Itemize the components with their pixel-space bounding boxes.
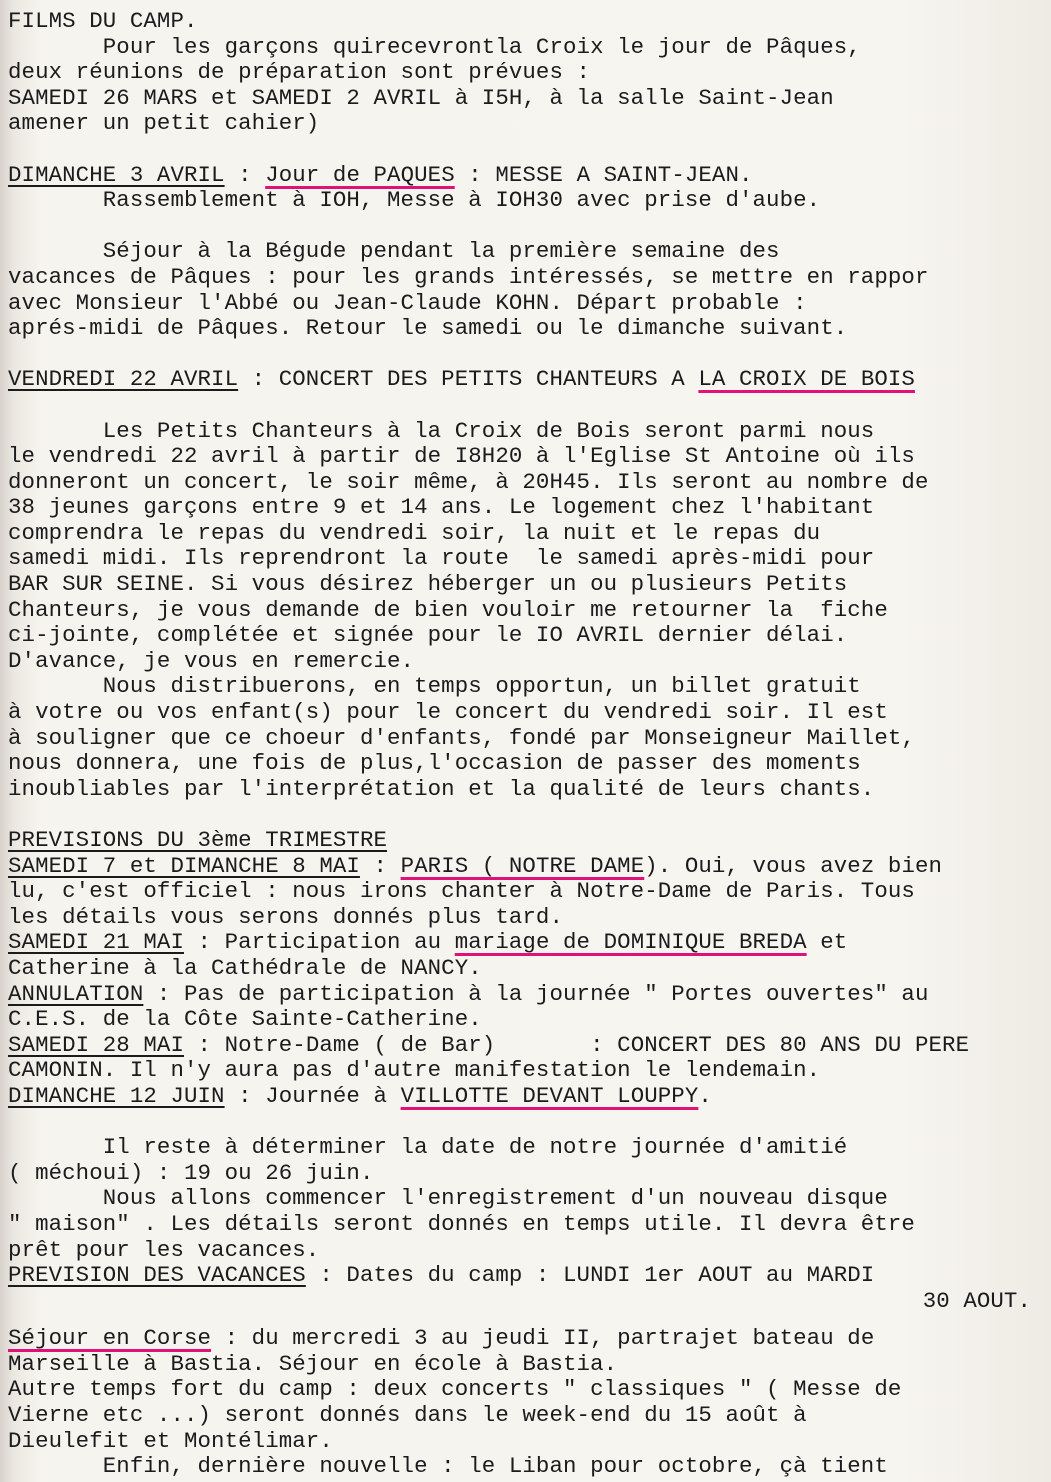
text-line: vacances de Pâques : pour les grands intéressés, se mettre en rappor — [8, 263, 929, 290]
section-dimanche-3-avril: DIMANCHE 3 AVRIL : Jour de PAQUES : MESSE A SAINT-JEAN. — [8, 161, 753, 188]
text-line: Rassemblement à IOH, Messe à IOH30 avec prise d'aube. — [8, 187, 821, 214]
highlight-paris: PARIS ( NOTRE DAME — [400, 852, 645, 879]
entry-sejour-corse: Séjour en Corse : du mercredi 3 au jeudi II, partrajet bateau de — [8, 1325, 875, 1352]
highlight-corse: Séjour en Corse — [8, 1325, 212, 1352]
highlight-croix-de-bois: LA CROIX DE BOIS — [698, 366, 915, 393]
section-vendredi-22-avril: VENDREDI 22 AVRIL : CONCERT DES PETITS CHANTEURS A LA CROIX DE BOIS — [8, 366, 915, 393]
text-line: ( méchoui) : 19 ou 26 juin. — [8, 1159, 374, 1186]
text-line: prêt pour les vacances. — [8, 1236, 320, 1263]
text-line: Chanteurs, je vous demande de bien vouloir me retourner la fiche — [8, 596, 888, 623]
text-line: CAMONIN. Il n'y aura pas d'autre manifestation le lendemain. — [8, 1057, 821, 1084]
text-line: Séjour à la Bégude pendant la première semaine des — [8, 238, 780, 265]
text-line: Nous allons commencer l'enregistrement d'un nouveau disque — [8, 1185, 888, 1212]
text-line: aprés-midi de Pâques. Retour le samedi ou le dimanche suivant. — [8, 315, 848, 342]
text-line: à votre ou vos enfant(s) pour le concert du vendredi soir. Il est — [8, 699, 888, 726]
highlight-villotte: VILLOTTE DEVANT LOUPPY — [400, 1082, 699, 1109]
heading-films-du-camp: FILMS DU CAMP. — [8, 8, 198, 34]
date-label: PREVISION DES VACANCES — [8, 1262, 306, 1289]
text-line: Nous distribuerons, en temps opportun, un billet gratuit — [8, 673, 861, 700]
text-line: avec Monsieur l'Abbé ou Jean-Claude KOHN. Départ probable : — [8, 289, 807, 316]
date-label: ANNULATION — [8, 980, 144, 1007]
text-line-right: 30 AOUT. — [922, 1287, 1031, 1314]
text-line: " maison" . Les détails seront donnés en temps utile. Il devra être — [8, 1210, 915, 1237]
date-label: VENDREDI 22 AVRIL — [8, 366, 239, 393]
text-line: 38 jeunes garçons entre 9 et 14 ans. Le logement chez l'habitant — [8, 494, 875, 521]
text-line: à souligner que ce choeur d'enfants, fondé par Monseigneur Maillet, — [8, 724, 915, 751]
date-label: DIMANCHE 12 JUIN — [8, 1082, 225, 1109]
entry-paris-notre-dame: SAMEDI 7 et DIMANCHE 8 MAI : PARIS ( NOTRE DAME). Oui, vous avez bien — [8, 852, 943, 879]
section-prevision-vacances: PREVISION DES VACANCES : Dates du camp : LUNDI 1er AOUT au MARDI — [8, 1262, 875, 1289]
text-line: Il reste à déterminer la date de notre journée d'amitié — [8, 1134, 848, 1161]
text-line: Catherine à la Cathédrale de NANCY. — [8, 954, 482, 981]
document-body — [8, 9, 1051, 1480]
date-label: SAMEDI 28 MAI — [8, 1031, 184, 1058]
text-line: Autre temps fort du camp : deux concerts " classiques " ( Messe de — [8, 1376, 902, 1403]
text-line: Enfin, dernière nouvelle : le Liban pour octobre, çà tient — [8, 1453, 888, 1480]
text-line: ci-jointe, complétée et signée pour le IO AVRIL dernier délai. — [8, 622, 848, 649]
date-label: SAMEDI 21 MAI — [8, 929, 184, 956]
text-line: samedi midi. Ils reprendront la route le samedi après-midi pour — [8, 545, 875, 572]
date-label: DIMANCHE 3 AVRIL — [8, 161, 225, 188]
text-line: le vendredi 22 avril à partir de I8H20 à l'Eglise St Antoine où ils — [8, 443, 915, 470]
highlight-mariage: mariage de DOMINIQUE BREDA — [454, 929, 807, 956]
text-line: deux réunions de préparation sont prévues : — [8, 59, 591, 86]
text-line: BAR SUR SEINE. Si vous désirez héberger un ou plusieurs Petits — [8, 571, 848, 598]
entry-concert-80-ans: SAMEDI 28 MAI : Notre-Dame ( de Bar) : CONCERT DES 80 ANS DU PERE — [8, 1031, 970, 1058]
text-line: D'avance, je vous en remercie. — [8, 647, 415, 674]
text-line: comprendra le repas du vendredi soir, la nuit et le repas du — [8, 519, 821, 546]
text-line: amener un petit cahier) — [8, 110, 320, 137]
text-line: Dieulefit et Montélimar. — [8, 1427, 333, 1454]
text-line: Les Petits Chanteurs à la Croix de Bois seront parmi nous — [8, 417, 875, 444]
text-line: SAMEDI 26 MARS et SAMEDI 2 AVRIL à I5H, à la salle Saint-Jean — [8, 84, 834, 111]
text-line: Marseille à Bastia. Séjour en école à Bastia. — [8, 1350, 618, 1377]
highlight-paques: Jour de PAQUES — [265, 161, 455, 188]
entry-mariage: SAMEDI 21 MAI : Participation au mariage de DOMINIQUE BREDA et — [8, 929, 848, 956]
text-line: donneront un concert, le soir même, à 20H45. Ils seront au nombre de — [8, 468, 929, 495]
text-line: nous donnera, une fois de plus,l'occasion de passer des moments — [8, 750, 861, 777]
text-line: les détails vous serons donnés plus tard. — [8, 903, 563, 930]
text-line: inoubliables par l'interprétation et la qualité de leurs chants. — [8, 775, 875, 802]
text-line: Pour les garçons quirecevrontla Croix le jour de Pâques, — [8, 33, 861, 60]
entry-villotte: DIMANCHE 12 JUIN : Journée à VILLOTTE DEVANT LOUPPY. — [8, 1082, 712, 1109]
text-line: Vierne etc ...) seront donnés dans le week-end du 15 août à — [8, 1402, 807, 1429]
date-label: SAMEDI 7 et DIMANCHE 8 MAI — [8, 852, 360, 879]
section-previsions-3eme-trimestre: PREVISIONS DU 3ème TRIMESTRE — [8, 827, 388, 853]
text-line: C.E.S. de la Côte Sainte-Catherine. — [8, 1006, 482, 1033]
text-line: lu, c'est officiel : nous irons chanter à Notre-Dame de Paris. Tous — [8, 878, 915, 905]
entry-annulation: ANNULATION : Pas de participation à la journée " Portes ouvertes" au — [8, 980, 929, 1007]
